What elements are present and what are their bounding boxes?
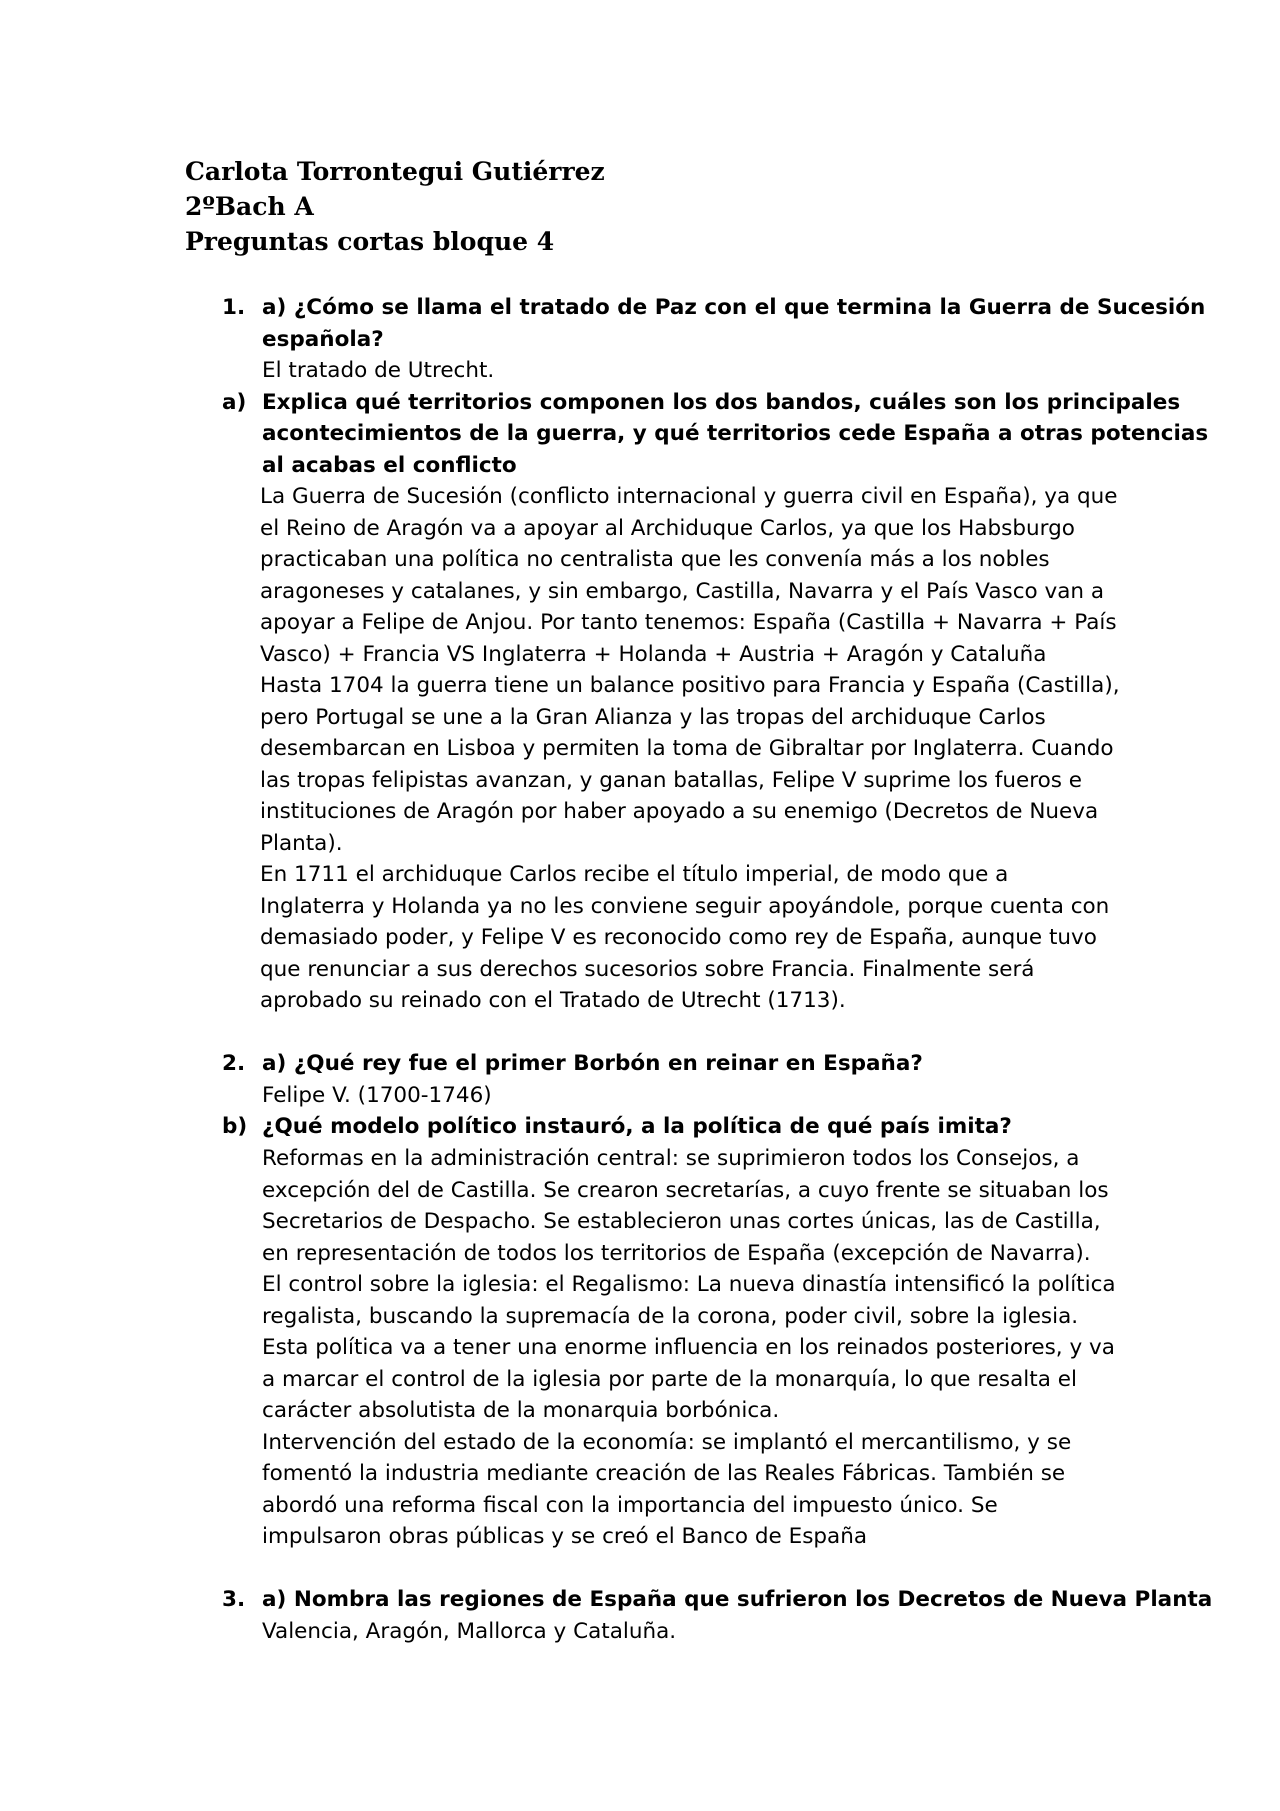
author-name: Carlota Torrontegui Gutiérrez [185,157,605,186]
question-3-number: 3. [222,1587,246,1612]
answer-1b [260,481,1120,1017]
answer-2b-paragraph-3: Intervención del estado de la economía: se implantó el mercantilismo, y se fomentó la industria mediante creación de las Reales Fábricas. También se abordó una reforma fiscal con la importancia del impuesto único. Se impulsaron obras públicas y se creó el Banco de España [262,1429,1072,1549]
document-header [185,154,605,259]
question-2a-text: a) ¿Qué rey fue el primer Borbón en reinar en España? [262,1051,923,1076]
question-1a-text: a) ¿Cómo se llama el tratado de Paz con el que termina la Guerra de Sucesión [262,295,1206,320]
answer-2b [262,1143,1122,1553]
question-3a-text: a) Nombra las regiones de España que sufrieron los Decretos de Nueva Planta [262,1587,1213,1612]
question-1b-text-end: al acabas el conflicto [262,452,517,478]
question-1a-text-cont: española? [262,326,384,352]
answer-2b-paragraph-1: Reformas en la administración central: se suprimieron todos los Consejos, a excepción del de Castilla. Se crearon secretarías, a cuyo frente se situaban los Secretarios de Despacho. Se establecieron unas cortes únicas, las de Castilla, en representación de todos los territorios de España (excepción de Navarra). [262,1146,1109,1266]
answer-2a: Felipe V. (1700-1746) [262,1082,492,1108]
question-2b-text: ¿Qué modelo político instauró, a la política de qué país imita? [262,1114,1012,1139]
answer-3a: Valencia, Aragón, Mallorca y Cataluña. [262,1618,677,1644]
question-2-number: 2. [222,1051,246,1076]
answer-1b-paragraph-2: Hasta 1704 la guerra tiene un balance positivo para Francia y España (Castilla), pero Portugal se une a la Gran Alianza y las tropas del archiduque Carlos desembarcan en Lisboa y permiten la toma de Gibraltar por Inglaterra. Cuando las tropas felipistas avanzan, y ganan batallas, Felipe V suprime los fueros e instituciones de Aragón por haber apoyado a su enemigo (Decretos de Nueva Planta). [260,673,1120,856]
answer-1b-paragraph-3: En 1711 el archiduque Carlos recibe el título imperial, de modo que a Inglaterra y Holanda ya no les conviene seguir apoyándole, porque cuenta con demasiado poder, y Felipe V es reconocido como rey de España, aunque tuvo que renunciar a sus derechos sucesorios sobre Francia. Finalmente será aprobado su reinado con el Tratado de Utrecht (1713). [260,862,1110,1013]
answer-1a: El tratado de Utrecht. [262,358,495,383]
question-1b-marker: a) [222,389,247,415]
document-title: Preguntas cortas bloque 4 [185,227,555,256]
question-1b-text: Explica qué territorios componen los dos bandos, cuáles son los principales [262,389,1181,415]
answer-1b-paragraph-1: La Guerra de Sucesión (conflicto internacional y guerra civil en España), ya que el Reino de Aragón va a apoyar al Archiduque Carlos, ya que los Habsburgo practicaban una política no centralista que les convenía más a los nobles aragoneses y catalanes, y sin embargo, Castilla, Navarra y el País Vasco van a apoyar a Felipe de Anjou. Por tanto tenemos: España (Castilla + Navarra + País Vasco) + Francia VS Inglaterra + Holanda + Austria + Aragón y Cataluña [260,484,1118,667]
question-2 [0,1048,1280,1143]
question-3 [0,1584,1280,1647]
course-label: 2ºBach A [185,192,314,221]
question-2b-marker: b) [222,1114,248,1139]
question-1-number: 1. [222,295,246,320]
question-1 [0,292,1280,481]
question-1b-text-cont: acontecimientos de la guerra, y qué territorios cede España a otras potencias [262,421,1209,446]
answer-2b-paragraph-2: El control sobre la iglesia: el Regalismo: La nueva dinastía intensificó la política regalista, buscando la supremacía de la corona, poder civil, sobre la iglesia. Esta política va a tener una enorme influencia en los reinados posteriores, y va a marcar el control de la iglesia por parte de la monarquía, lo que resalta el carácter absolutista de la monarquia borbónica. [262,1272,1116,1423]
